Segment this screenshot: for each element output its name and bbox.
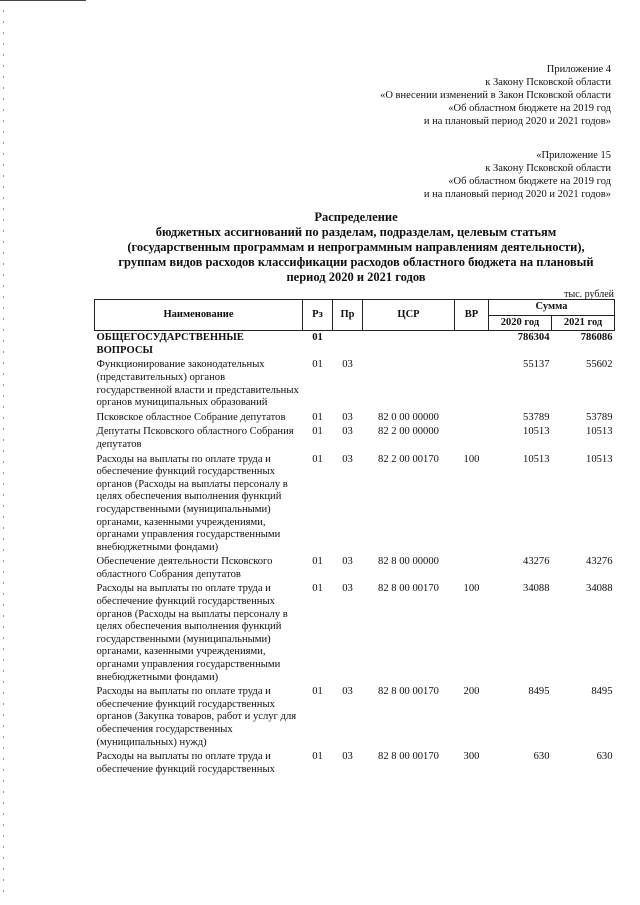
appendix-line: и на плановый период 2020 и 2021 годов» [423, 189, 611, 200]
table-row [95, 453, 615, 556]
cell-pr: 03 [342, 411, 353, 423]
cell-pr: 03 [342, 751, 353, 763]
cell-rz: 01 [312, 453, 323, 465]
cell-vr: 100 [463, 453, 480, 465]
cell-csr [363, 358, 455, 410]
appendix-line: и на плановый период 2020 и 2021 годов» [423, 116, 611, 127]
cell-y2020: 8495 [528, 686, 550, 698]
cell-vr [455, 411, 489, 426]
appendix-header-original [424, 149, 611, 201]
header-2021: 2021 год [552, 315, 615, 331]
appendix-line: «Об областном бюджете на 2019 год [448, 176, 611, 187]
cell-y2020: 34088 [523, 583, 550, 595]
cell-y2021: 630 [596, 751, 613, 763]
table-row [95, 425, 615, 452]
document-title [100, 210, 612, 285]
cell-csr: 82 8 00 00000 [378, 556, 439, 568]
cell-y2020: 630 [533, 751, 550, 763]
header-2020: 2020 год [489, 315, 552, 331]
header-sum: Сумма [489, 300, 615, 316]
header-rz: Рз [303, 300, 333, 331]
appendix-line: «Об областном бюджете на 2019 год [448, 103, 611, 114]
cell-y2021: 786086 [580, 332, 613, 344]
top-border-line [0, 0, 86, 1]
cell-rz: 01 [312, 426, 323, 438]
cell-name: Функционирование законодательных (представительных) органов государственной власти и представительных органов муниципальных образований [96, 359, 299, 409]
cell-y2021: 53789 [586, 411, 613, 423]
title-line: (государственным программам и непрограммным направлениям деятельности), [127, 240, 585, 254]
cell-rz: 01 [312, 751, 323, 763]
cell-pr: 03 [342, 359, 353, 371]
table-row [95, 555, 615, 582]
cell-vr: 100 [463, 583, 480, 595]
cell-rz: 01 [312, 583, 323, 595]
cell-name: Расходы на выплаты по оплате труда и обеспечение функций государственных органов (Закупка товаров, работ и услуг для обеспечения государственных (муниципальных) нужд) [96, 686, 297, 748]
cell-y2020: 53789 [523, 411, 550, 423]
cell-rz: 01 [312, 686, 323, 698]
table-row [95, 582, 615, 685]
table-row [95, 331, 615, 358]
cell-vr [455, 555, 489, 582]
cell-name: Расходы на выплаты по оплате труда и обеспечение функций государственных органов (Расходы на выплаты персоналу в целях обеспечения выполнения функций государственными (муниципальными) органами, казенными учреждениями, органами управления государственными внебюджетными фондами) [96, 453, 288, 553]
cell-pr: 03 [342, 686, 353, 698]
cell-csr [363, 331, 455, 358]
appendix-line: Приложение 4 [546, 64, 611, 75]
cell-csr: 82 2 00 00000 [378, 426, 439, 438]
cell-csr: 82 8 00 00170 [378, 686, 439, 698]
appendix-line: «Приложение 15 [536, 150, 611, 161]
cell-y2020: 10513 [523, 453, 550, 465]
title-line: бюджетных ассигнований по разделам, подразделам, целевым статьям [155, 225, 557, 239]
cell-y2021: 10513 [586, 426, 613, 438]
title-line: группам видов расходов классификации расходов областного бюджета на плановый [118, 255, 594, 269]
cell-pr: 03 [342, 556, 353, 568]
cell-name: Расходы на выплаты по оплате труда и обеспечение функций государственных [96, 751, 275, 775]
cell-vr [455, 331, 489, 358]
cell-vr: 200 [463, 686, 480, 698]
appendix-header-law [380, 63, 611, 128]
appendix-line: к Закону Псковской области [485, 77, 611, 88]
cell-pr: 03 [342, 583, 353, 595]
cell-y2021: 10513 [586, 453, 613, 465]
cell-rz: 01 [312, 359, 323, 371]
table-row [95, 685, 615, 750]
cell-vr: 300 [463, 751, 480, 763]
cell-y2021: 8495 [591, 686, 613, 698]
cell-y2021: 34088 [586, 583, 613, 595]
cell-csr: 82 8 00 00170 [378, 583, 439, 595]
table-header [95, 300, 615, 331]
appendix-line: «О внесении изменений в Закон Псковской области [380, 90, 611, 101]
cell-pr [333, 331, 363, 358]
cell-name: Расходы на выплаты по оплате труда и обеспечение функций государственных органов (Расходы на выплаты персоналу в целях обеспечения выполнения функций государственными (муниципальными) органами, казенными учреждениями, органами управления государственными внебюджетными фондами) [96, 583, 288, 683]
cell-y2020: 43276 [523, 556, 550, 568]
cell-name: Депутаты Псковского областного Собрания депутатов [96, 426, 294, 450]
cell-y2020: 55137 [523, 359, 550, 371]
title-line: Распределение [314, 210, 398, 224]
cell-y2021: 55602 [586, 359, 613, 371]
header-csr: ЦСР [363, 300, 455, 331]
budget-table [94, 299, 615, 777]
header-pr: Пр [333, 300, 363, 331]
cell-y2021: 43276 [586, 556, 613, 568]
cell-name: Обеспечение деятельности Псковского областного Собрания депутатов [96, 556, 273, 580]
header-vr: ВР [455, 300, 489, 331]
cell-y2020: 786304 [517, 332, 550, 344]
header-name: Наименование [95, 300, 303, 331]
cell-csr: 82 2 00 00170 [378, 453, 439, 465]
cell-vr [455, 358, 489, 410]
cell-name: ОБЩЕГОСУДАРСТВЕННЫЕ ВОПРОСЫ [96, 332, 244, 356]
table-row [95, 750, 615, 777]
cell-name: Псковское областное Собрание депутатов [96, 411, 286, 423]
appendix-line: к Закону Псковской области [485, 163, 611, 174]
table-row [95, 411, 615, 426]
cell-pr: 03 [342, 453, 353, 465]
cell-y2020: 10513 [523, 426, 550, 438]
cell-rz: 01 [312, 411, 323, 423]
table-row [95, 358, 615, 410]
cell-rz: 01 [312, 556, 323, 568]
cell-csr: 82 0 00 00000 [378, 411, 439, 423]
title-line: период 2020 и 2021 годов [286, 270, 426, 284]
cell-vr [455, 425, 489, 452]
cell-rz: 01 [312, 332, 323, 344]
cell-pr: 03 [342, 426, 353, 438]
scan-margin-marks [3, 10, 4, 900]
cell-csr: 82 8 00 00170 [378, 751, 439, 763]
table-body [95, 331, 615, 778]
units-label: тыс. рублей [564, 289, 614, 300]
